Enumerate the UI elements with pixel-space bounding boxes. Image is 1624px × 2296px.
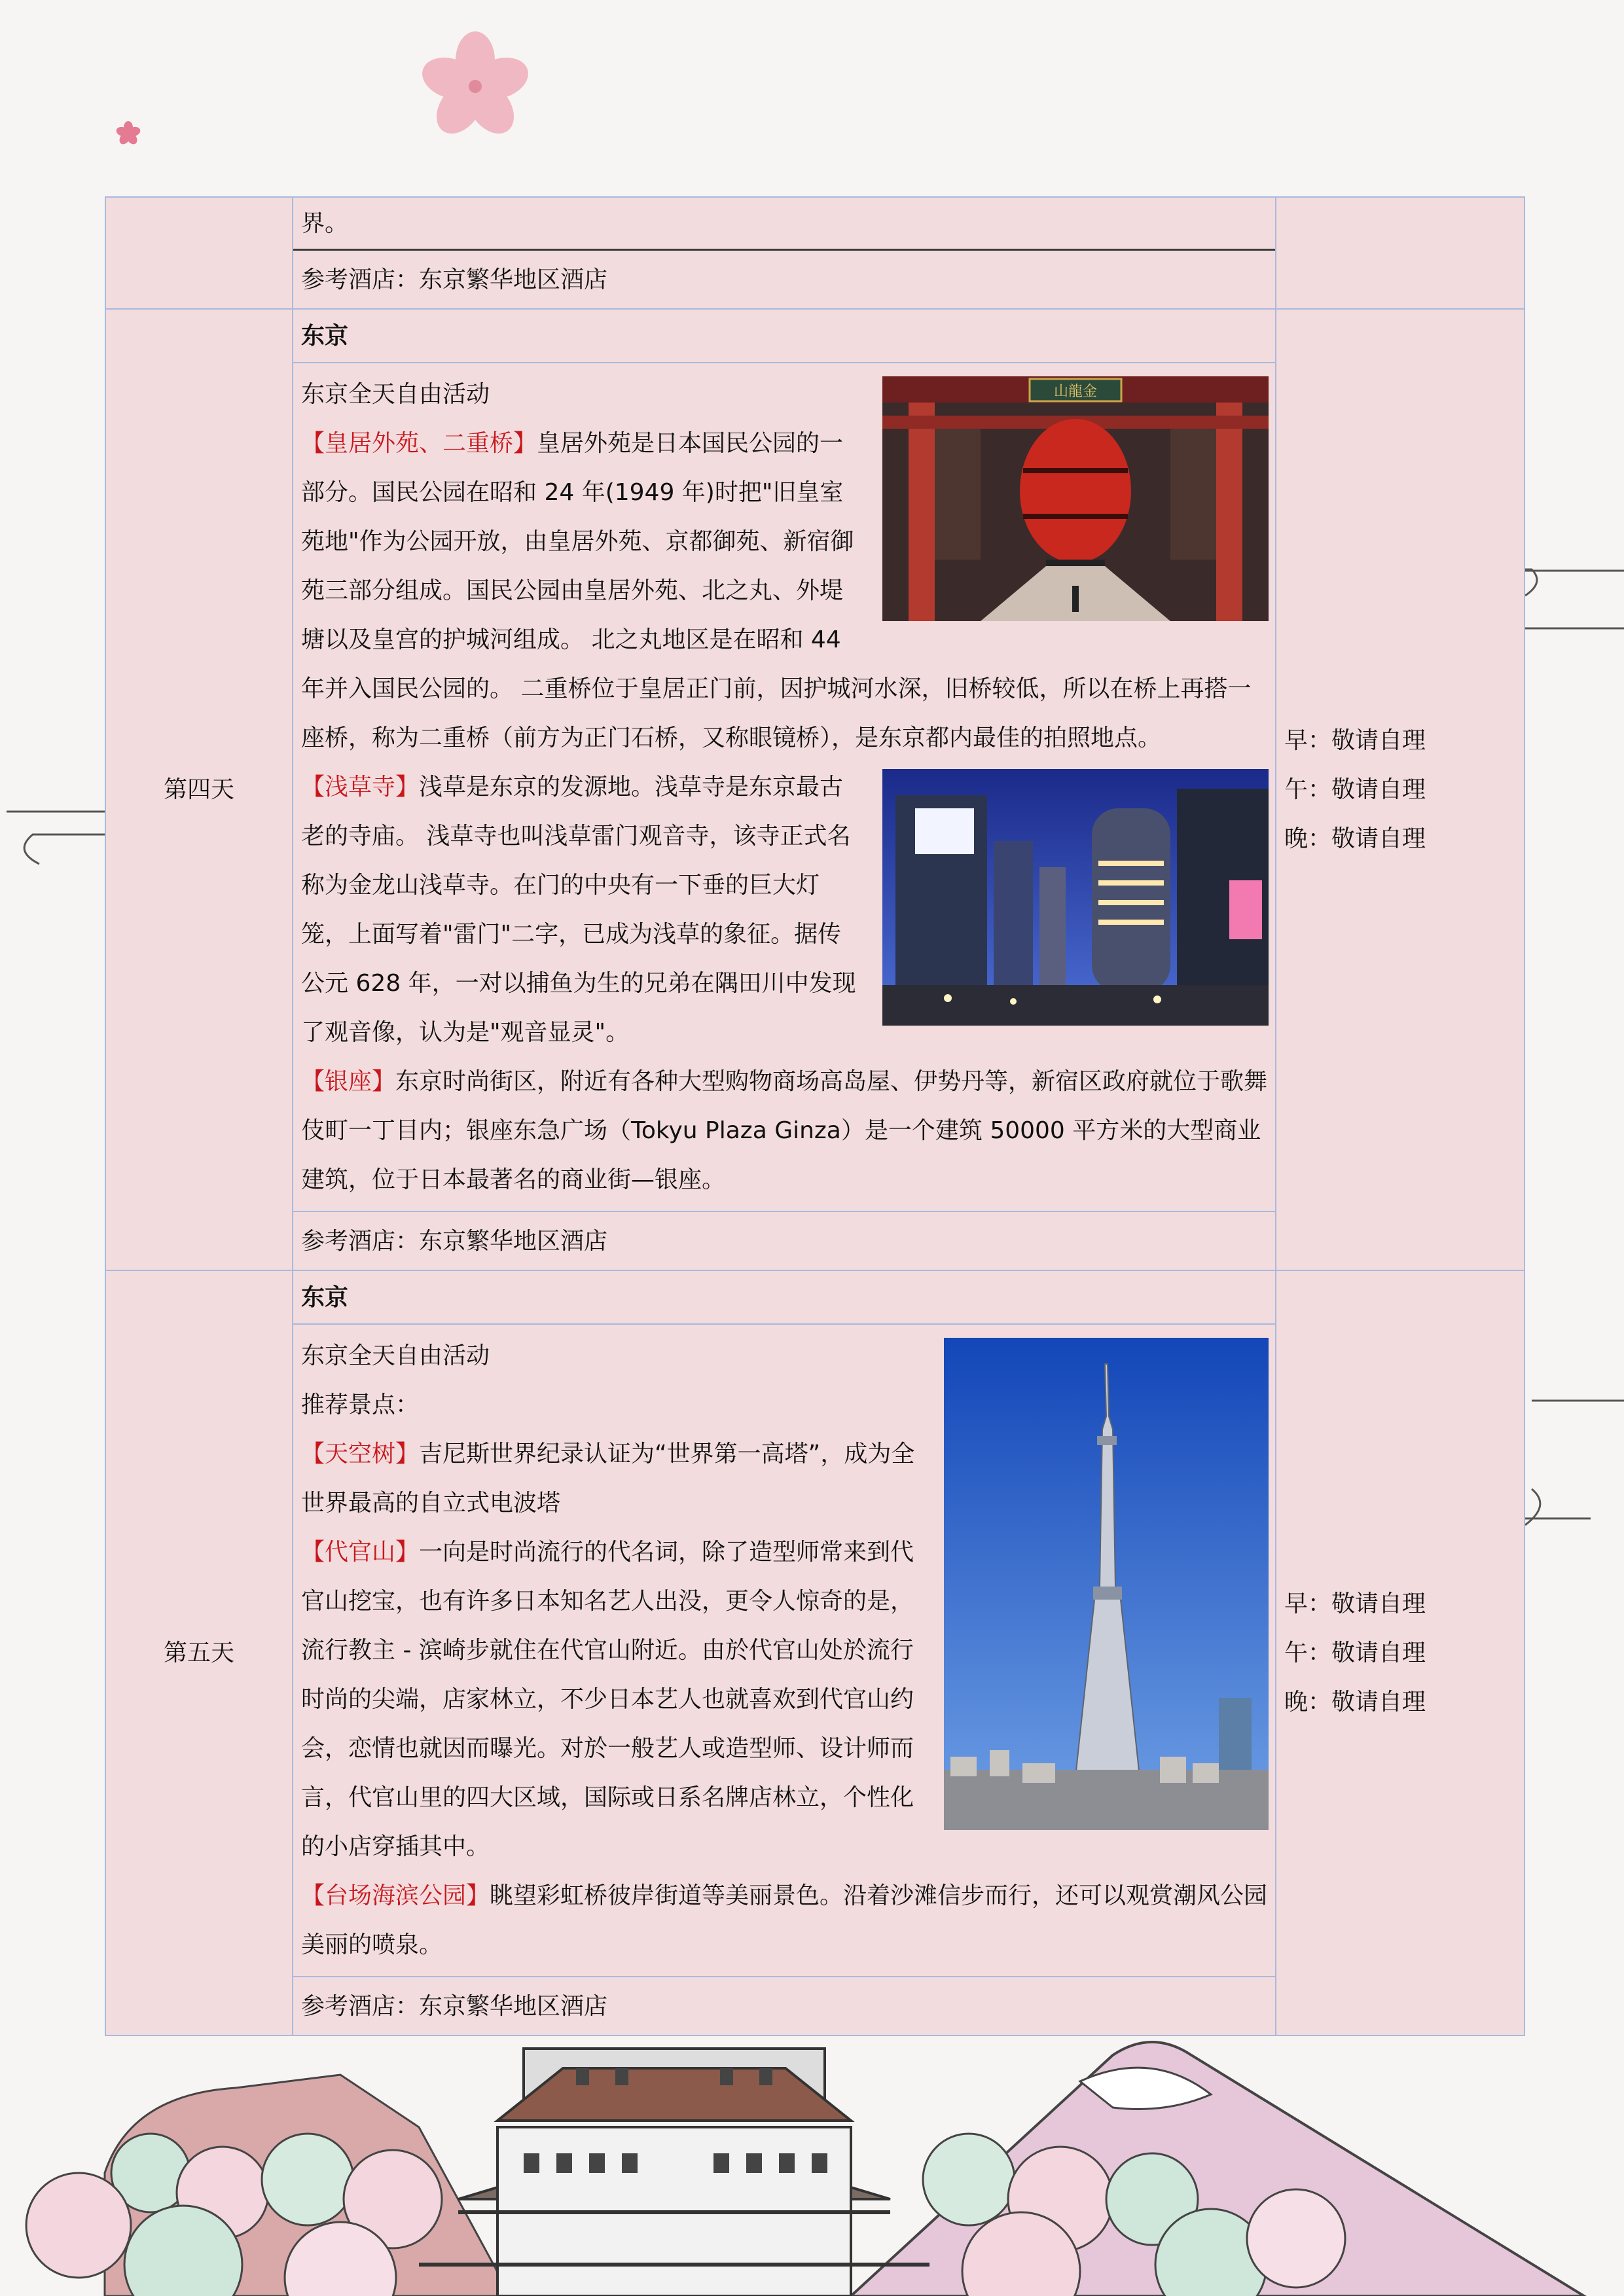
day5-hotel: 参考酒店：东京繁华地区酒店 xyxy=(301,1992,608,2020)
day5-recommend: 推荐景点： xyxy=(301,1391,420,1418)
day4-label: 第四天 xyxy=(105,309,293,1270)
day5-meals xyxy=(1276,1270,1525,2036)
day-cell-empty xyxy=(105,197,293,309)
skytree-photo xyxy=(944,1338,1269,1830)
svg-text:山龍金: 山龍金 xyxy=(1053,384,1098,400)
continued-row xyxy=(105,197,1525,309)
meal-breakfast: 早：敬请自理 xyxy=(1284,1590,1426,1617)
hotel-info: 参考酒店：东京繁华地区酒店 xyxy=(301,266,608,293)
meal-dinner: 晚：敬请自理 xyxy=(1284,1689,1426,1715)
spot-text-sensoji: 浅草是东京的发源地。浅草寺是东京最古老的寺庙。 浅草寺也叫浅草雷门观音寺，该寺正式名称为金龙山浅草寺。在门的中央有一下垂的巨大灯笼，上面写着"雷门"二字，已成为浅草的象征。据传公元 628 年，一对以捕鱼为生的兄弟在隅田川中发现了观音像，认为是"观音显灵"。 xyxy=(301,774,856,1046)
day5-body xyxy=(293,1324,1275,1977)
spot-tag-skytree: 【天空树】 xyxy=(301,1441,420,1467)
meal-lunch: 午：敬请自理 xyxy=(1284,776,1426,803)
itinerary-table xyxy=(105,196,1525,2036)
meal-dinner: 晚：敬请自理 xyxy=(1284,825,1426,852)
spot-text-imperial: 皇居外苑是日本国民公园的一部分。国民公园在昭和 24 年(1949 年)时把"旧皇室苑地"作为公园开放，由皇居外苑、京都御苑、新宿御苑三部分组成。国民公园由皇居外苑、北之丸、外堤塘以及皇宫的护城河组成。 北之丸地区是在昭和 44 年并入国民公园的。 二重桥位于皇居正门前，因护城河水深，旧桥较低，所以在桥上再搭一座桥，称为二重桥（前方为正门石桥，又称眼镜桥），是东京都内最佳的拍照地点。 xyxy=(301,430,1252,751)
spot-text-daikanyama: 一向是时尚流行的代名词，除了造型师常来到代官山挖宝，也有许多日本知名艺人出没，更令人惊奇的是，流行教主 - 滨崎步就住在代官山附近。由於代官山处於流行时尚的尖端，店家林立，不少日本艺人也就喜欢到代官山约会，恋情也就因而曝光。对於一般艺人或造型师、设计师而言，代官山里的四大区域，国际或日系名牌店林立，个性化的小店穿插其中。 xyxy=(301,1539,914,1860)
day4-row xyxy=(105,309,1525,1270)
ginza-photo xyxy=(882,769,1269,1026)
meal-lunch: 午：敬请自理 xyxy=(1284,1640,1426,1666)
spot-tag-daikanyama: 【代官山】 xyxy=(301,1539,420,1566)
spot-text-ginza: 东京时尚街区，附近有各种大型购物商场高岛屋、伊势丹等，新宿区政府就位于歌舞伎町一丁目内；银座东急广场（Tokyu Plaza Ginza）是一个建筑 50000 平方米的大型商业建筑，位于日本最著名的商业街—银座。 xyxy=(301,1068,1268,1193)
day4-hotel: 参考酒店：东京繁华地区酒店 xyxy=(301,1227,608,1255)
small-sakura-icon xyxy=(115,121,141,146)
spot-tag-ginza: 【银座】 xyxy=(301,1068,396,1095)
day4-meals xyxy=(1276,309,1525,1270)
day5-row xyxy=(105,1270,1525,2036)
day4-body xyxy=(293,363,1275,1211)
spot-text-skytree: 吉尼斯世界纪录认证为“世界第一高塔”，成为全世界最高的自立式电波塔 xyxy=(301,1441,915,1516)
day5-intro: 东京全天自由活动 xyxy=(301,1342,490,1369)
day4-content xyxy=(293,309,1276,1270)
day5-label: 第五天 xyxy=(105,1270,293,2036)
meal-cell-empty xyxy=(1276,197,1525,309)
spot-text-odaiba: 眺望彩虹桥彼岸街道等美丽景色。沿着沙滩信步而行，还可以观赏潮风公园美丽的喷泉。 xyxy=(301,1882,1268,1958)
sakura-blossom-icon xyxy=(417,31,533,143)
continued-text: 界。 xyxy=(293,198,1275,250)
day4-intro: 东京全天自由活动 xyxy=(301,381,490,408)
spot-tag-odaiba: 【台场海滨公园】 xyxy=(301,1882,490,1909)
content-cell xyxy=(293,197,1276,309)
day5-content xyxy=(293,1270,1276,2036)
day5-city: 东京 xyxy=(293,1271,1275,1324)
spot-tag-sensoji: 【浅草寺】 xyxy=(301,774,420,800)
bottom-scenery xyxy=(26,2042,1584,2296)
meal-breakfast: 早：敬请自理 xyxy=(1284,727,1426,754)
day4-city: 东京 xyxy=(293,310,1275,363)
spot-tag-imperial: 【皇居外苑、二重桥】 xyxy=(301,430,537,457)
asakusa-photo xyxy=(882,376,1269,621)
